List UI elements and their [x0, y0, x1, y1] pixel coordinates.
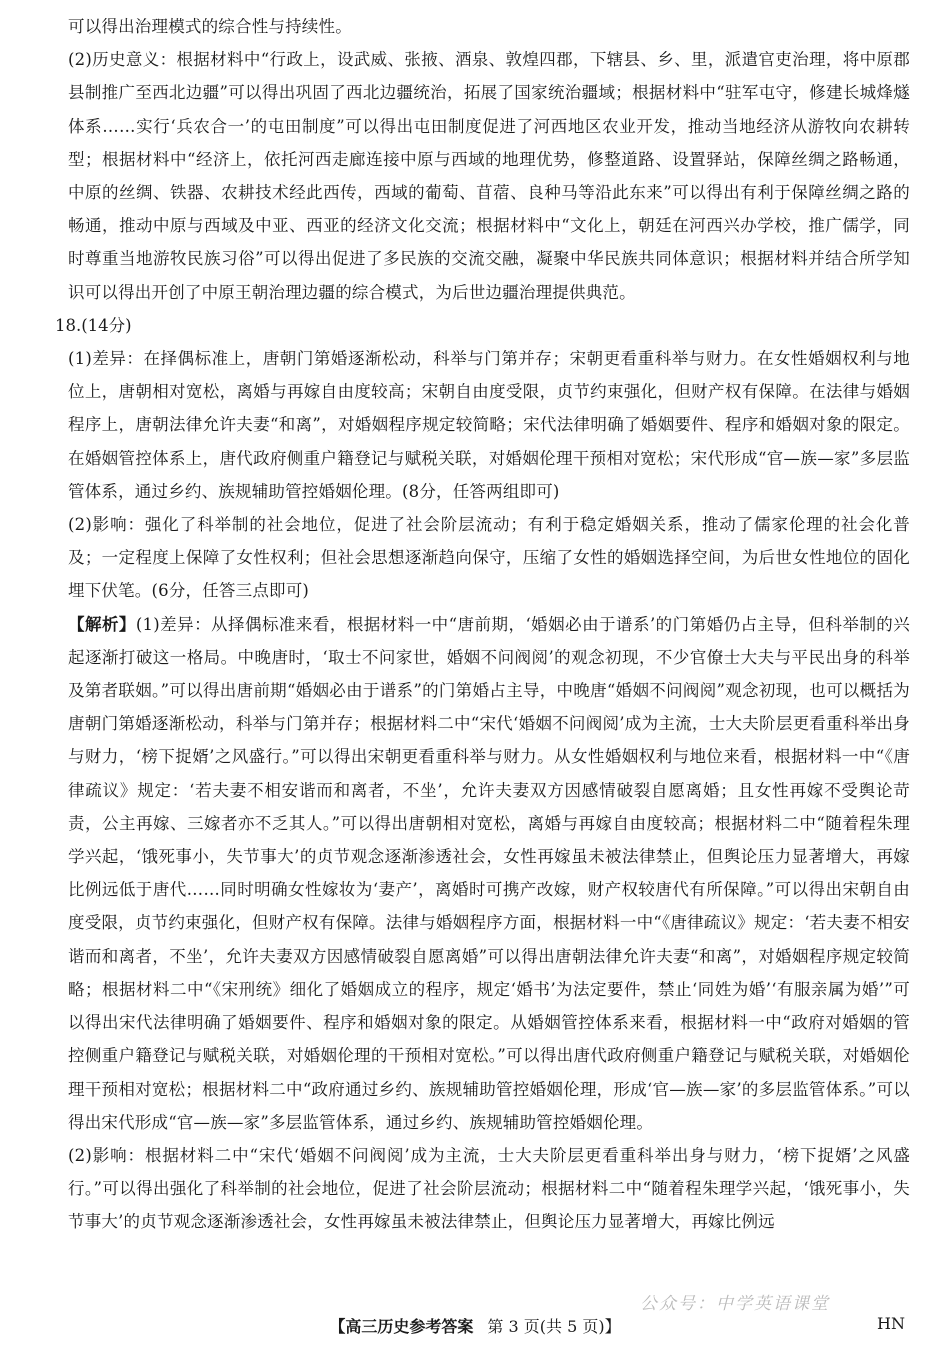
paragraph-historical-significance: (2)历史意义：根据材料中“行政上，设武威、张掖、酒泉、敦煌四郡，下辖县、乡、里，派遣官吏治理，将中原郡县制推广至西北边疆”可以得出巩固了西北边疆统治，拓展了国家统治疆域；根据材料中“驻军屯守，修建长城烽燧体系……实行‘兵农合一’的屯田制度”可以得出屯田制度促进了河西地区农业开发，推动当地经济从游牧向农耕转型；根据材料中“经济上，依托河西走廊连接中原与西域的地理优势，修整道路、设置驿站，保障丝绸之路畅通，中原的丝绸、铁器、农耕技术经此西传，西域的葡萄、苜蓿、良种马等沿此东来”可以得出有利于保障丝绸之路的畅通，推动中原与西域及中亚、西亚的经济文化交流；根据材料中“文化上，朝廷在河西兴办学校，推广儒学，同时尊重当地游牧民族习俗”可以得出促进了多民族的交流交融，凝聚中华民族共同体意识；根据材料并结合所学知识可以得出开创了中原王朝治理边疆的综合模式，为后世边疆治理提供典范。 — [68, 50, 910, 302]
footer-subject: 【高三历史参考答案 — [329, 1317, 474, 1336]
footer-region-code: HN — [877, 1314, 905, 1333]
analysis-text-1: (1)差异：从择偶标准来看，根据材料一中“唐前期，‘婚姻必由于谱系’的门第婚仍占主导，但科举制的兴起逐渐打破这一格局。中晚唐时，‘取士不问家世，婚姻不问阀阅’的观念初现，不少官僚士大夫与平民出身的科举及第者联姻。”可以得出唐前期“婚姻必由于谱系”的门第婚占主导，中晚唐“婚姻不问阀阅”观念初现，也可以概括为唐朝门第婚逐渐松动，科举与门第并存；根据材料二中“宋代‘婚姻不问阀阅’成为主流，士大夫阶层更看重科举出身与财力，‘榜下捉婿’之风盛行。”可以得出宋朝更看重科举与财力。从女性婚姻权利与地位来看，根据材料一中“《唐律疏议》规定：‘若夫妻不相安谐而和离者，不坐’，允许夫妻双方因感情破裂自愿离婚；且女性再嫁不受舆论苛责，公主再嫁、三嫁者亦不乏其人。”可以得出唐朝相对宽松，离婚与再嫁自由度较高；根据材料二中“随着程朱理学兴起，‘饿死事小，失节事大’的贞节观念逐渐渗透社会，女性再嫁虽未被法律禁止，但舆论压力显著增大，再嫁比例远低于唐代……同时明确女性嫁妆为‘妻产’，离婚时可携产改嫁，财产权较唐代有所保障。”可以得出宋朝自由度受限，贞节约束强化，但财产权有保障。法律与婚姻程序方面，根据材料一中“《唐律疏议》规定：‘若夫妻不相安谐而和离者，不坐’，允许夫妻双方因感情破裂自愿离婚”可以得出唐朝法律允许夫妻“和离”，对婚姻程序规定较简略；根据材料二中“《宋刑统》细化了婚姻成立的程序，规定‘婚书’为法定要件，禁止‘同姓为婚’‘有服亲属为婚’”可以得出宋代法律明确了婚姻要件、程序和婚姻对象的限定。从婚姻管控体系来看，根据材料一中“政府对婚姻的管控侧重户籍登记与赋税关联，对婚姻伦理的干预相对宽松。”可以得出唐代政府侧重户籍登记与赋税关联，对婚姻伦理干预相对宽松；根据材料二中“政府通过乡约、族规辅助管控婚姻伦理，形成‘官—族—家’的多层监管体系。”可以得出宋代形成“官—族—家”多层监管体系，通过乡约、族规辅助管控婚姻伦理。 — [68, 614, 910, 1132]
analysis-tag: 【解析】 — [68, 614, 136, 634]
footer-title — [0, 1314, 950, 1337]
q18-analysis-part1 — [68, 608, 910, 1139]
question-18-number: 18.(14分) — [55, 315, 132, 335]
watermark-text: 公众号：中学英语课堂 — [640, 1294, 830, 1314]
q18-analysis-part2: (2)影响：根据材料二中“宋代‘婚姻不问阀阅’成为主流，士大夫阶层更看重科举出身与财力，‘榜下捉婿’之风盛行。”可以得出强化了科举制的社会地位，促进了社会阶层流动；根据材料二中“随着程朱理学兴起，‘饿死事小，失节事大’的贞节观念逐渐渗透社会，女性再嫁虽未被法律禁止，但舆论压力显著增大，再嫁比例远 — [68, 1145, 910, 1232]
footer-page-number: 第 3 页(共 5 页)】 — [487, 1317, 621, 1336]
page-footer — [0, 1310, 950, 1340]
answer-content — [55, 10, 910, 1239]
paragraph-continuation: 可以得出治理模式的综合性与持续性。 — [68, 17, 352, 36]
q18-answer-part1: (1)差异：在择偶标准上，唐朝门第婚逐渐松动，科举与门第并存；宋朝更看重科举与财力。在女性婚姻权利与地位上，唐朝相对宽松，离婚与再嫁自由度较高；宋朝自由度受限，贞节约束强化，但财产权有保障。在法律与婚姻程序上，唐朝法律允许夫妻“和离”，对婚姻程序规定较简略；宋代法律明确了婚姻要件、程序和婚姻对象的限定。在婚姻管控体系上，唐代政府侧重户籍登记与赋税关联，对婚姻伦理干预相对宽松；宋代形成“官—族—家”多层监管体系，通过乡约、族规辅助管控婚姻伦理。(8分，任答两组即可) — [68, 349, 910, 501]
q18-answer-part2: (2)影响：强化了科举制的社会地位，促进了社会阶层流动；有利于稳定婚姻关系，推动了儒家伦理的社会化普及；一定程度上保障了女性权利；但社会思想逐渐趋向保守，压缩了女性的婚姻选择空间，为后世女性地位的固化埋下伏笔。(6分，任答三点即可) — [68, 515, 910, 601]
